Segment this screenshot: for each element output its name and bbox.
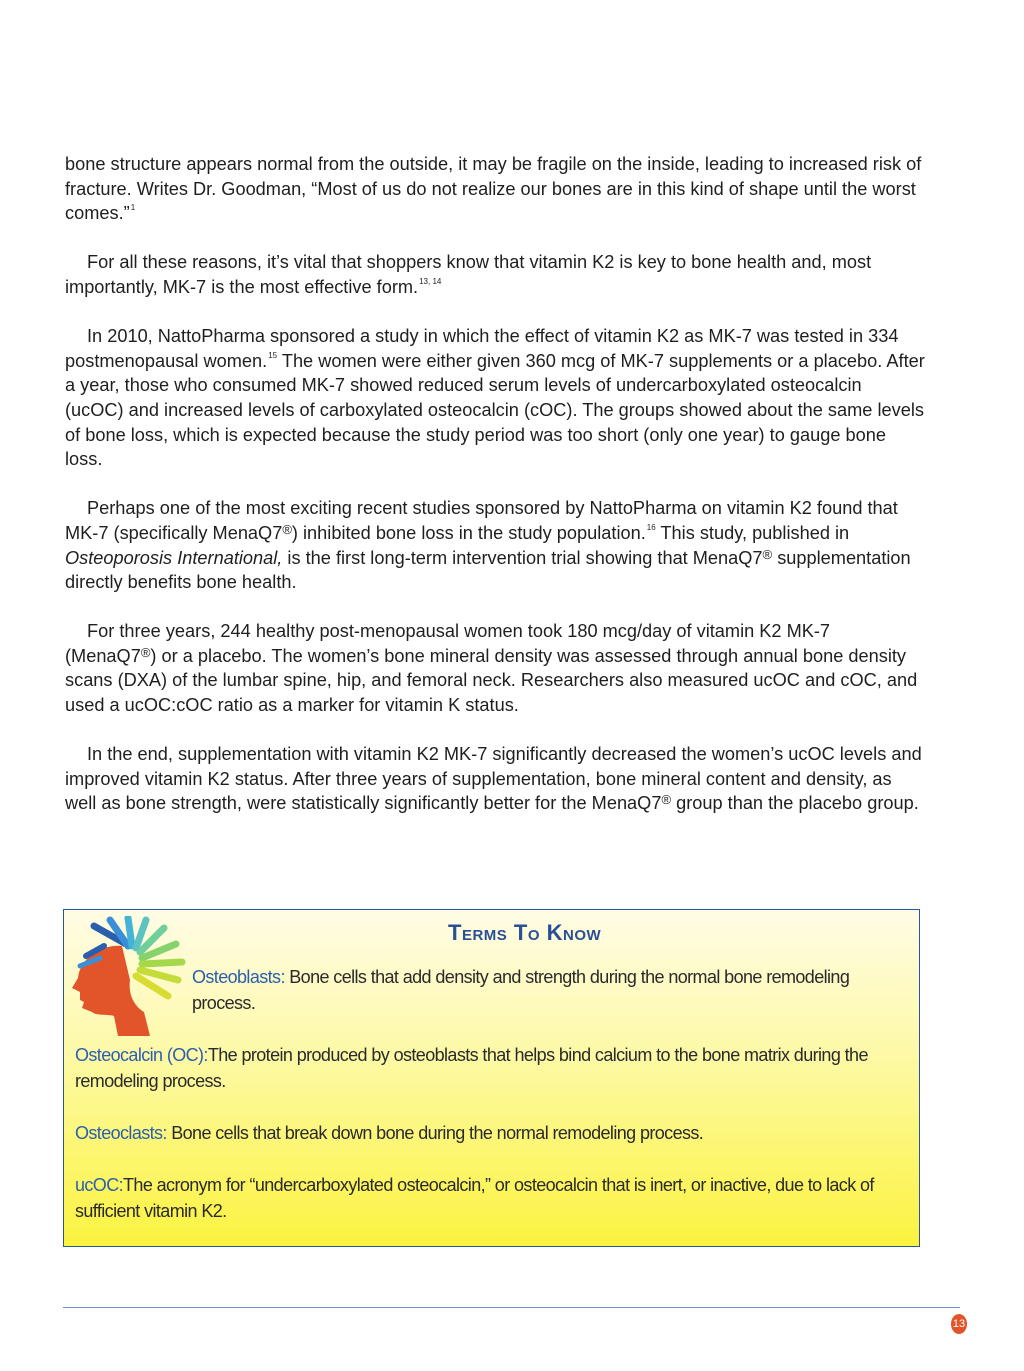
- paragraph-3-text-a: In 2010, NattoPharma sponsored a study in which the effect of vitamin K2 as MK-7 was tested in 334 postmenopausal women.: [65, 326, 899, 371]
- term-definition: Bone cells that break down bone during the normal remodeling process.: [166, 1123, 704, 1143]
- registered-mark: ®: [762, 546, 773, 562]
- paragraph-5: [65, 619, 925, 717]
- paragraph-6-text-b: group than the placebo group.: [671, 793, 919, 814]
- paragraph-1-text: bone structure appears normal from the outside, it may be fragile on the inside, leading to increased risk of fracture. Writes Dr. Goodman, “Most of us do not realize our bones are in this kind of shape until the worst comes.”: [65, 154, 922, 224]
- paragraph-3: [65, 324, 925, 472]
- term-definition: The protein produced by osteoblasts that helps bind calcium to the bone matrix during the remodeling process.: [75, 1045, 868, 1091]
- page-number-badge: 13: [951, 1314, 967, 1334]
- term-osteoblasts: [192, 964, 902, 1016]
- paragraph-4-text-b: ) inhibited bone loss in the study population.: [291, 522, 646, 543]
- term-name: Osteocalcin (OC):: [75, 1045, 208, 1065]
- paragraph-5-text-b: ) or a placebo. The women’s bone mineral density was assessed through annual bone density scans (DXA) of the lumbar spine, hip, and femoral neck. Researchers also measured ucOC and cOC, and used a ucOC:cOC ratio as a marker for vitamin K status.: [65, 645, 918, 716]
- registered-mark: ®: [140, 644, 151, 660]
- paragraph-2-text: For all these reasons, it’s vital that shoppers know that vitamin K2 is key to bone health and, most importantly, MK-7 is the most effective form.: [65, 252, 872, 297]
- registered-mark: ®: [282, 521, 292, 537]
- paragraph-4: [65, 496, 925, 594]
- term-ucoc: [75, 1172, 905, 1224]
- citation-ref: 13, 14: [419, 276, 442, 286]
- paragraph-5-text-a: For three years, 244 healthy post-menopausal women took 180 mcg/day of vitamin K2 MK-7 (MenaQ7: [65, 621, 831, 666]
- term-osteoclasts: [75, 1120, 905, 1146]
- term-name: Osteoblasts:: [192, 967, 285, 987]
- term-osteocalcin: [75, 1042, 905, 1094]
- term-name: ucOC:: [75, 1175, 124, 1195]
- paragraph-6-text-a: In the end, supplementation with vitamin K2 MK-7 significantly decreased the women’s ucOC levels and improved vitamin K2 status. After three years of supplementation, bone mineral content and density, as well as bone strength, were statistically significantly better for the MenaQ7: [65, 744, 922, 814]
- terms-to-know-box: [63, 909, 920, 1247]
- term-name: Osteoclasts:: [75, 1123, 167, 1143]
- citation-ref: 15: [268, 350, 278, 360]
- paragraph-1: [65, 152, 925, 226]
- head-with-brain-icon: [70, 916, 192, 1036]
- term-definition: Bone cells that add density and strength during the normal bone remodeling process.: [192, 967, 850, 1013]
- terms-box-title: Terms To Know: [448, 920, 602, 945]
- paragraph-4-text-a: Perhaps one of the most exciting recent studies sponsored by NattoPharma on vitamin K2 found that MK-7 (specifically MenaQ7: [65, 498, 898, 543]
- article-body: [65, 152, 925, 841]
- paragraph-4-text-e: supplementation directly benefits bone health.: [65, 547, 911, 593]
- citation-ref: 16: [646, 522, 656, 532]
- paragraph-6: [65, 742, 925, 816]
- paragraph-3-text-b: The women were either given 360 mcg of MK-7 supplements or a placebo. After a year, those who consumed MK-7 showed reduced serum levels of undercarboxylated osteocalcin (ucOC) and increased levels of carboxylated osteocalcin (cOC). The groups showed about the same levels of bone loss, which is expected because the study period was too short (only one year) to gauge bone loss.: [65, 350, 925, 470]
- citation-ref: 1: [130, 203, 136, 213]
- registered-mark: ®: [661, 792, 672, 808]
- paragraph-2: [65, 250, 925, 299]
- paragraph-4-text-d: is the first long-term intervention trial showing that MenaQ7: [282, 547, 763, 568]
- term-definition: The acronym for “undercarboxylated osteocalcin,” or osteocalcin that is inert, or inactive, due to lack of sufficient vitamin K2.: [75, 1175, 874, 1221]
- footer-divider: [63, 1307, 960, 1308]
- paragraph-4-text-c: This study, published in: [655, 522, 850, 543]
- journal-title: Osteoporosis International,: [65, 547, 283, 568]
